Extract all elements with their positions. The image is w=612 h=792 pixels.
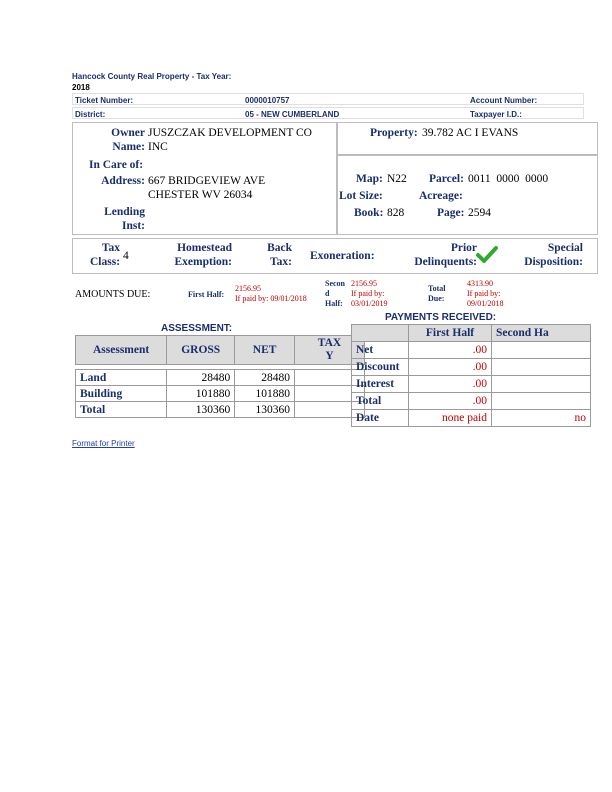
payments-clip <box>351 324 586 436</box>
property-label: Property: <box>370 127 418 139</box>
district-label: District: <box>75 110 106 119</box>
row-gross: 130360 <box>167 402 235 418</box>
payment-row-name: Total <box>352 393 409 410</box>
tax-class-label-2: Class: <box>90 256 121 268</box>
special-disposition-label-2: Disposition: <box>524 256 583 268</box>
row-name: Total <box>76 402 167 418</box>
net-col-header: NET <box>235 336 295 365</box>
format-for-printer-link[interactable]: Format for Printer <box>72 439 135 448</box>
assessment-clip <box>72 335 342 427</box>
property-value: 39.782 AC I EVANS <box>422 127 519 139</box>
payments-title: PAYMENTS RECEIVED: <box>385 312 497 323</box>
total-due-values <box>467 279 503 309</box>
payment-row-name: Interest <box>352 376 409 393</box>
check-icon <box>477 246 497 264</box>
address-label: Address: <box>101 175 145 187</box>
assessment-col-header: Assessment <box>76 336 167 365</box>
page-label: Page: <box>437 207 465 219</box>
second-half-label-1: Secon <box>325 279 345 288</box>
ticket-number-label: Ticket Number: <box>75 96 134 105</box>
assessment-table <box>75 335 365 418</box>
parcel-label: Parcel: <box>429 173 464 185</box>
book-value: 828 <box>387 207 405 219</box>
book-label: Book: <box>354 207 384 219</box>
assessment-header-row <box>76 336 365 365</box>
row-net: 130360 <box>235 402 295 418</box>
payments-blank-header <box>352 325 409 342</box>
total-due-label <box>428 284 446 304</box>
amounts-due-label: AMOUNTS DUE: <box>75 289 151 300</box>
row-name: Land <box>76 370 167 386</box>
payment-row-name: Date <box>352 410 409 427</box>
payment-second-half <box>492 376 591 393</box>
second-half-values <box>351 279 387 309</box>
lot-size-label: Lot Size: <box>339 190 383 202</box>
payment-second-half <box>492 359 591 376</box>
exoneration-label: Exoneration: <box>310 250 375 262</box>
total-due-amount: 4313.90 <box>467 279 493 288</box>
second-half-date: 03/01/2019 <box>351 299 388 308</box>
assessment-title: ASSESSMENT: <box>161 323 233 334</box>
tax-col-header-1: TAX <box>317 337 342 349</box>
table-row <box>76 402 365 418</box>
second-half-label-3: Half: <box>325 299 343 308</box>
payments-table <box>351 324 591 427</box>
special-disposition-label-1: Special <box>547 242 583 254</box>
second-half-amount: 2156.95 <box>351 279 377 288</box>
tax-class-value: 4 <box>123 250 129 262</box>
payment-first-half: .00 <box>409 342 492 359</box>
first-half-date: If paid by: 09/01/2018 <box>235 294 307 303</box>
total-due-paid-by: If paid by: <box>467 289 501 298</box>
row-gross: 28480 <box>167 370 235 386</box>
table-row <box>76 386 365 402</box>
address-line-2: CHESTER WV 26034 <box>148 189 253 201</box>
row-gross: 101880 <box>167 386 235 402</box>
second-half-paid-by: If paid by: <box>351 289 385 298</box>
first-half-label: First Half: <box>188 290 225 299</box>
table-row <box>352 342 591 359</box>
payment-second-half <box>492 393 591 410</box>
payment-second-half <box>492 342 591 359</box>
table-row <box>352 376 591 393</box>
payment-row-name: Discount <box>352 359 409 376</box>
first-half-amount: 2156.95 <box>235 284 261 293</box>
account-number-label: Account Number: <box>470 96 538 105</box>
payment-first-half: .00 <box>409 376 492 393</box>
row-net: 101880 <box>235 386 295 402</box>
taxpayer-id-label: Taxpayer I.D.: <box>470 110 522 119</box>
homestead-label-2: Exemption: <box>174 256 232 268</box>
report-title: Hancock County Real Property - Tax Year: <box>72 72 232 81</box>
tax-col-header-2: Y <box>325 350 334 362</box>
total-due-label-2: Due: <box>428 294 445 303</box>
address-line-1: 667 BRIDGEVIEW AVE <box>148 175 266 187</box>
second-half-col-header: Second Ha <box>492 325 591 342</box>
owner-name-2: INC <box>148 141 168 153</box>
lending-label-2: Inst: <box>121 220 145 232</box>
prior-delinquents-label-1: Prior <box>450 242 477 254</box>
total-due-label-1: Total <box>428 284 446 293</box>
lending-label-1: Lending <box>104 206 145 218</box>
map-value: N22 <box>387 173 407 185</box>
prior-delinquents-label-2: Delinquents: <box>414 256 477 268</box>
map-label: Map: <box>356 173 383 185</box>
payments-header-row <box>352 325 591 342</box>
payment-first-half: none paid <box>409 410 492 427</box>
homestead-label-1: Homestead <box>177 242 232 254</box>
in-care-of-label: In Care of: <box>89 159 144 171</box>
table-row <box>76 370 365 386</box>
owner-label-2: Name: <box>112 141 145 153</box>
back-tax-label-2: Tax: <box>270 256 292 268</box>
district-value: 05 - NEW CUMBERLAND <box>245 110 340 119</box>
first-half-col-header: First Half <box>409 325 492 342</box>
gross-col-header: GROSS <box>167 336 235 365</box>
page-value: 2594 <box>468 207 491 219</box>
table-row <box>352 393 591 410</box>
row-name: Building <box>76 386 167 402</box>
owner-label-1: Owner <box>111 127 145 139</box>
row-net: 28480 <box>235 370 295 386</box>
payment-first-half: .00 <box>409 393 492 410</box>
total-due-date: 09/01/2018 <box>467 299 504 308</box>
parcel-value: 0011 0000 0000 <box>468 173 549 185</box>
ticket-number-value: 0000010757 <box>245 96 290 105</box>
payment-first-half: .00 <box>409 359 492 376</box>
payment-second-half: no <box>492 410 591 427</box>
owner-name-1: JUSZCZAK DEVELOPMENT CO <box>148 127 312 139</box>
second-half-label-2: d <box>325 289 330 298</box>
back-tax-label-1: Back <box>267 242 292 254</box>
tax-year: 2018 <box>72 83 90 92</box>
payment-row-name: Net <box>352 342 409 359</box>
table-row <box>352 359 591 376</box>
acreage-label: Acreage: <box>419 190 463 202</box>
table-row <box>352 410 591 427</box>
second-half-label <box>325 279 345 309</box>
tax-class-label-1: Tax <box>101 242 120 254</box>
